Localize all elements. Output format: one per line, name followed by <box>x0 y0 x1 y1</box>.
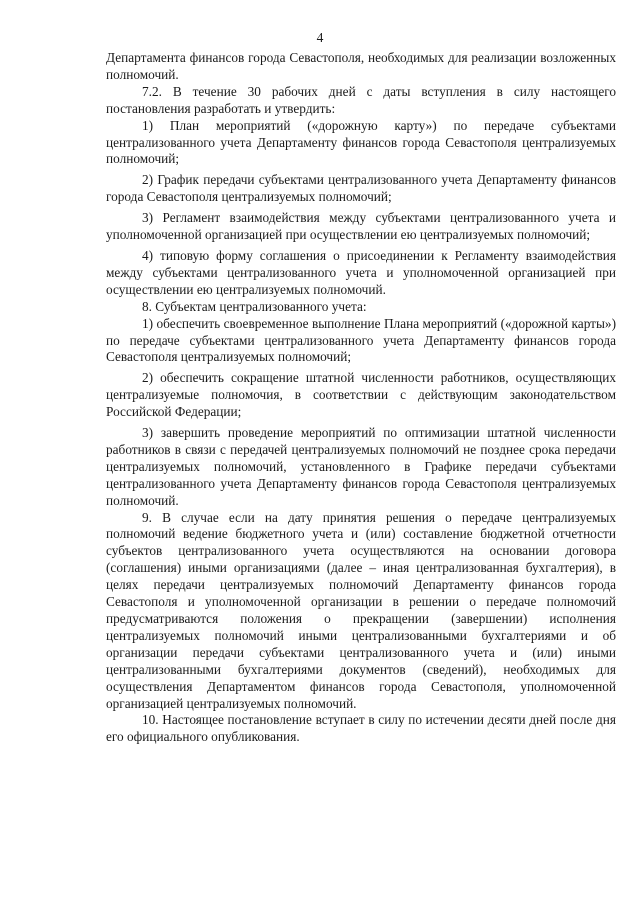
paragraph-7-2-item-1: 1) План мероприятий («дорожную карту») по передаче субъектами централизованного учета Департаменту финансов города Севастополя централизуемых полномочий; <box>106 117 616 167</box>
paragraph-10: 10. Настоящее постановление вступает в силу по истечении десяти дней после дня его официального опубликования. <box>106 712 616 745</box>
paragraph-9: 9. В случае если на дату принятия решения о передаче централизуемых полномочий ведение бюджетного учета и (или) составление бюджетной отчетности субъектов централизованного учета осуществляются на основании договора (соглашения) иными организациями (далее – иная централизованная бухгалтерия), в целях передачи централизуемых полномочий Департаменту финансов города Севастополя и уполномоченной организации в решении о передаче полномочий предусматриваются положения о прекращении (завершении) исполнения централизуемых полномочий иными централизованными бухгалтериями и об организации передачи субъектами централизованного учета и (или) иными централизованными бухгалтериями документов (сведений), необходимых для осуществления Департаментом финансов города Севастополя, уполномоченной организацией централизуемых полномочий. <box>106 509 616 711</box>
paragraph-8-item-3: 3) завершить проведение мероприятий по оптимизации штатной численности работников в связи с передачей централизуемых полномочий не позднее срока передачи централизуемых полномочий, установленного в Графике передачи субъектами централизованного учета Департаменту финансов города Севастополя централизуемых полномочий. <box>106 425 616 508</box>
paragraph-7-2: 7.2. В течение 30 рабочих дней с даты вступления в силу настоящего постановления разработать и утвердить: <box>106 83 616 116</box>
paragraph-7-2-item-3: 3) Регламент взаимодействия между субъектами централизованного учета и уполномоченной организацией при осуществлении ею централизуемых полномочий; <box>106 210 616 243</box>
paragraph-7-2-item-2: 2) График передачи субъектами централизованного учета Департаменту финансов города Севастополя централизуемых полномочий; <box>106 172 616 205</box>
paragraph-8-item-2: 2) обеспечить сокращение штатной численности работников, осуществляющих централизуемые полномочия, в соответствии с действующим законодательством Российской Федерации; <box>106 370 616 420</box>
page-number: 4 <box>316 30 324 45</box>
paragraph-continuation: Департамента финансов города Севастополя, необходимых для реализации возложенных полномочий. <box>106 50 616 82</box>
paragraph-7-2-item-4: 4) типовую форму соглашения о присоединении к Регламенту взаимодействия между субъектами централизованного учета и уполномоченной организацией при осуществлении ею централизуемых полномочий. <box>106 247 616 297</box>
paragraph-8: 8. Субъектам централизованного учета: <box>142 298 367 314</box>
paragraph-8-item-1: 1) обеспечить своевременное выполнение Плана мероприятий («дорожной карты») по передаче субъектами централизованного учета Департаменту финансов города Севастополя централизуемых полномочий; <box>106 315 616 365</box>
document-body <box>106 50 616 746</box>
